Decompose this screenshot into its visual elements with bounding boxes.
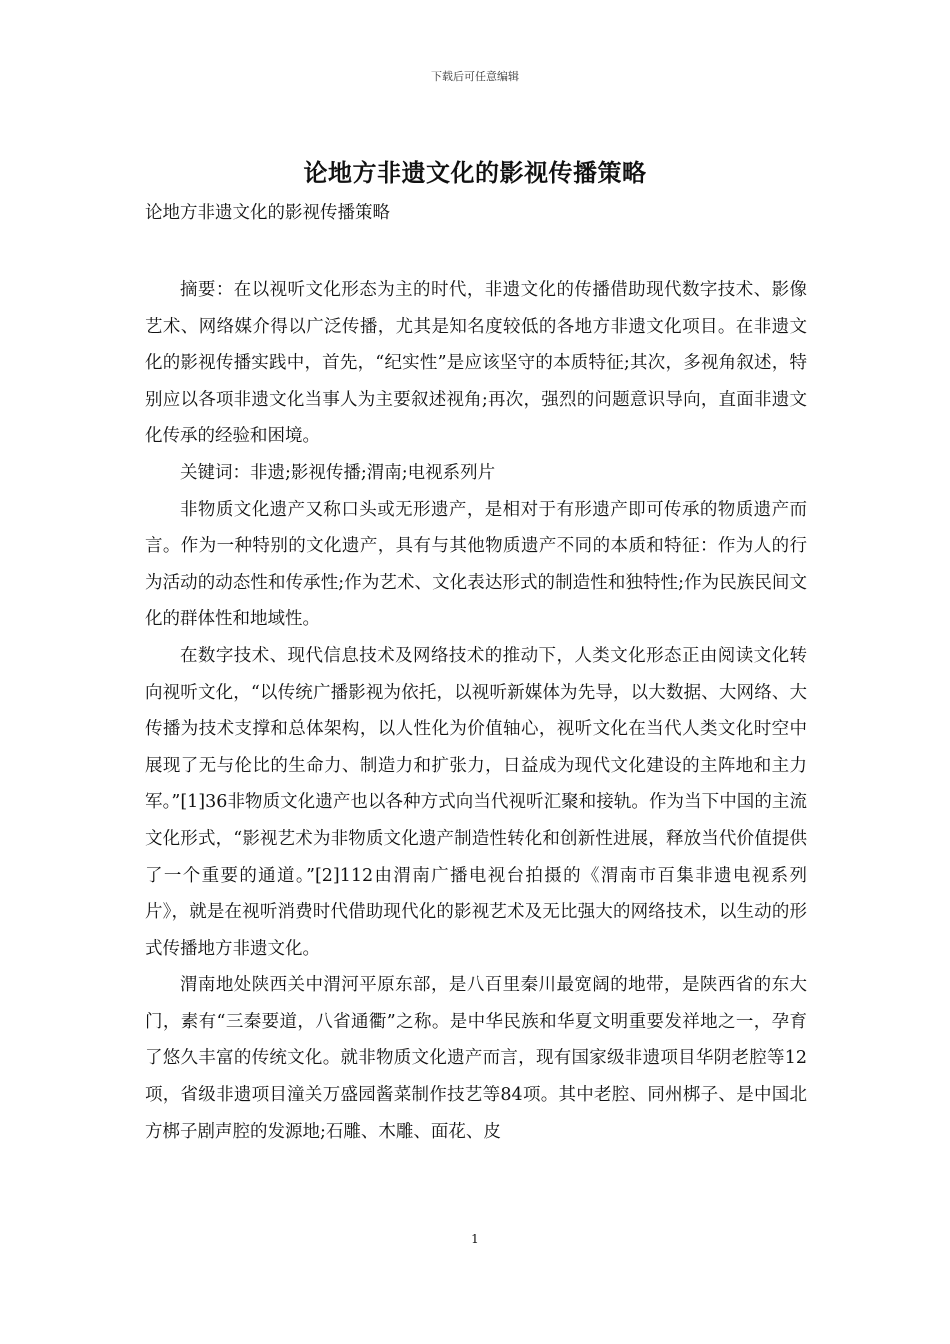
document-body: [145, 272, 807, 1150]
document-title: 论地方非遗文化的影视传播策略: [303, 158, 647, 187]
body-paragraph: 渭南地处陕西关中渭河平原东部，是八百里秦川最宽阔的地带，是陕西省的东大门，素有“三秦要道，八省通衢”之称。是中华民族和华夏文明重要发祥地之一，孕育了悠久丰富的传统文化。就非物质文化遗产而言，现有国家级非遗项目华阴老腔等12项，省级非遗项目潼关万盛园酱菜制作技艺等84项。其中老腔、同州梆子、是中国北方梆子剧声腔的发源地;石雕、木雕、面花、皮: [145, 975, 807, 1142]
page-number: 1: [471, 1232, 479, 1246]
keywords-paragraph: 关键词：非遗;影视传播;渭南;电视系列片: [180, 462, 496, 483]
document-subtitle: 论地方非遗文化的影视传播策略: [145, 203, 390, 223]
header-note: 下载后可任意编辑: [431, 70, 519, 83]
body-paragraph: 在数字技术、现代信息技术及网络技术的推动下，人类文化形态正由阅读文化转向视听文化，“以传统广播影视为依托，以视听新媒体为先导，以大数据、大网络、大传播为技术支撑和总体架构，以人性化为价值轴心，视听文化在当代人类文化时空中展现了无与伦比的生命力、制造力和扩张力，日益成为现代文化建设的主阵地和主力军。”[1]36非物质文化遗产也以各种方式向当代视听汇聚和接轨。作为当下中国的主流文化形式，“影视艺术为非物质文化遗产制造性转化和创新性进展，释放当代价值提供了一个重要的通道。”[2]112由渭南广播电视台拍摄的《渭南市百集非遗电视系列片》，就是在视听消费时代借助现代化的影视艺术及无比强大的网络技术，以生动的形式传播地方非遗文化。: [145, 645, 807, 959]
abstract-paragraph: 摘要：在以视听文化形态为主的时代，非遗文化的传播借助现代数字技术、影像艺术、网络媒介得以广泛传播，尤其是知名度较低的各地方非遗文化项目。在非遗文化的影视传播实践中，首先，“纪实性”是应该坚守的本质特征;其次，多视角叙述，特别应以各项非遗文化当事人为主要叙述视角;再次，强烈的问题意识导向，直面非遗文化传承的经验和困境。: [145, 280, 807, 447]
body-paragraph: 非物质文化遗产又称口头或无形遗产，是相对于有形遗产即可传承的物质遗产而言。作为一种特别的文化遗产，具有与其他物质遗产不同的本质和特征：作为人的行为活动的动态性和传承性;作为艺术、文化表达形式的制造性和独特性;作为民族民间文化的群体性和地域性。: [145, 499, 807, 630]
